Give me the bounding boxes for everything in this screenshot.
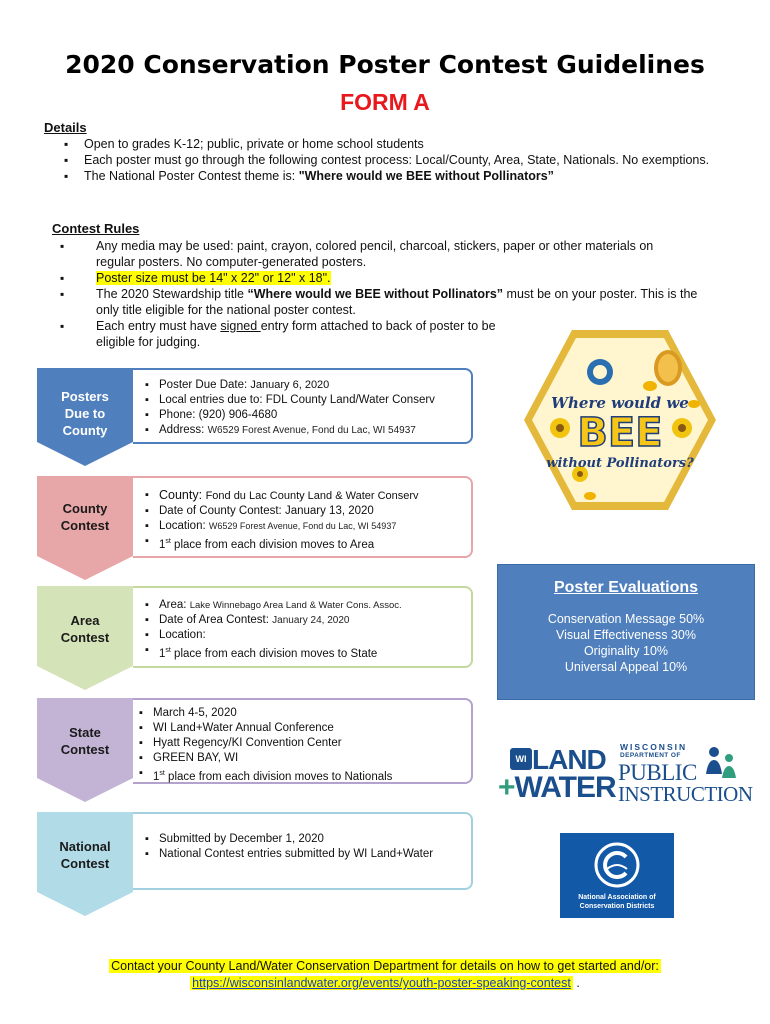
evaluation-item: Visual Effectiveness 30% <box>556 628 696 642</box>
nacd-logo: National Association of Conservation Districts <box>560 833 674 918</box>
wi-dpi-logo: WISCONSIN DEPARTMENT OF PUBLIC INSTRUCTION <box>618 742 753 806</box>
phone-value: (920) 906-4680 <box>198 409 278 421</box>
evaluations-title: Poster Evaluations <box>553 579 699 596</box>
list-item: ▪ Local entries due to: FDL County Land/Water Conserv <box>141 393 465 408</box>
contest-link[interactable]: https://wisconsinlandwater.org/events/youth-poster-speaking-contest <box>192 976 571 990</box>
badge-line1: Where would we <box>551 394 689 412</box>
list-item: ▪ 1st place from each division moves to Nationals <box>135 766 465 785</box>
theme-title: "Where would we BEE without Pollinators” <box>298 169 554 183</box>
dpi-family-icon <box>702 744 740 782</box>
details-list <box>64 136 724 184</box>
county-date-value: January 13, 2020 <box>284 505 374 517</box>
area-chevron: Area Contest <box>37 586 133 690</box>
contact-footer: Contact your County Land/Water Conservation Department for details on how to get started and/or: https://wisconsinlandwater.org/events/youth-poster-speaking-contest . <box>111 959 659 990</box>
list-item: ▪ National Contest entries submitted by WI Land+Water <box>141 847 465 862</box>
list-item: ▪ 1st place from each division moves to Area <box>141 534 465 553</box>
list-item: ▪ Each poster must go through the following contest process: Local/County, Area, State, Nationals. No exemptions. <box>64 152 724 168</box>
national-chevron: National Contest <box>37 812 133 916</box>
list-item: ▪ The 2020 Stewardship title “Where would we BEE without Pollinators” must be on your poster. This is the only title eligible for the national poster contest. <box>60 286 720 318</box>
list-item: ▪ Any media may be used: paint, crayon, colored pencil, charcoal, stickers, paper or other materials on regular posters. No computer-generated posters. <box>60 238 680 270</box>
details-heading: Details <box>44 120 87 135</box>
badge-bee: BEE <box>577 410 663 456</box>
list-item: ▪ Date of Area Contest: January 24, 2020 <box>141 613 465 628</box>
form-label: FORM A <box>340 89 430 115</box>
county-box <box>133 476 473 558</box>
badge-line3: without Pollinators? <box>546 456 694 471</box>
wi-land-water-logo: WI LAND +WATER <box>498 744 616 804</box>
national-box <box>133 812 473 890</box>
poster-size-highlight: Poster size must be 14" x 22" or 12" x 18". <box>96 271 331 285</box>
list-item: ▪ Each entry must have signed entry form attached to back of poster to be eligible for judging. <box>60 318 520 350</box>
county-location-value: W6529 Forest Avenue, Fond du Lac, WI 54937 <box>208 521 397 531</box>
list-item: ▪ The National Poster Contest theme is: "Where would we BEE without Pollinators” <box>64 168 724 184</box>
page-title: 2020 Conservation Poster Contest Guidelines <box>65 50 705 79</box>
list-item: ▪ County: Fond du Lac County Land & Water Conserv <box>141 488 465 504</box>
contact-text: Contact your County Land/Water Conservation Department for details on how to get started and/or: <box>111 959 659 973</box>
list-item: ▪ Phone: (920) 906-4680 <box>141 408 465 423</box>
list-item: ▪ 1st place from each division moves to State <box>141 643 465 662</box>
evaluation-item: Universal Appeal 10% <box>564 660 688 674</box>
evaluation-item: Originality 10% <box>583 644 669 658</box>
county-value: Fond du Lac County Land & Water Conserv <box>205 490 419 502</box>
list-item: ▪ Date of County Contest: January 13, 2020 <box>141 504 465 519</box>
state-box <box>133 698 473 784</box>
list-item: ▪ Location: <box>141 628 465 643</box>
list-item: ▪ Submitted by December 1, 2020 <box>141 832 465 847</box>
list-item: ▪ March 4-5, 2020 <box>135 706 465 721</box>
list-item: ▪ Hyatt Regency/KI Convention Center <box>135 736 465 751</box>
area-box <box>133 586 473 668</box>
area-date-value: January 24, 2020 <box>272 615 350 626</box>
list-item: ▪ Area: Lake Winnebago Area Land & Water Cons. Assoc. <box>141 598 465 613</box>
list-item <box>60 270 720 286</box>
list-item: ▪ WI Land+Water Annual Conference <box>135 721 465 736</box>
evaluation-item: Conservation Message 50% <box>547 612 705 626</box>
state-chevron: State Contest <box>37 698 133 802</box>
county-chevron: County Contest <box>37 476 133 580</box>
list-item: ▪ Location: W6529 Forest Avenue, Fond du Lac, WI 54937 <box>141 519 465 534</box>
area-value: Lake Winnebago Area Land & Water Cons. Assoc. <box>189 600 402 611</box>
list-item: ▪ GREEN BAY, WI <box>135 751 465 766</box>
list-item: ▪ Poster Due Date: January 6, 2020 <box>141 378 465 393</box>
posters-chevron: Posters Due to County <box>37 368 133 466</box>
list-item: ▪ Address: W6529 Forest Avenue, Fond du Lac, WI 54937 <box>141 423 465 438</box>
contest-rules-heading: Contest Rules <box>52 221 140 236</box>
due-date-value: January 6, 2020 <box>250 379 330 391</box>
bee-badge-logo <box>520 324 720 524</box>
list-item: ▪ Open to grades K-12; public, private or home school students <box>64 136 724 152</box>
address-value: W6529 Forest Avenue, Fond du Lac, WI 54937 <box>207 425 416 436</box>
nacd-emblem-icon <box>593 841 641 889</box>
local-entries-value: FDL County Land/Water Conserv <box>265 394 435 406</box>
posters-box <box>133 368 473 444</box>
poster-evaluations-box <box>497 564 755 700</box>
wi-mark-icon: WI <box>510 748 532 770</box>
